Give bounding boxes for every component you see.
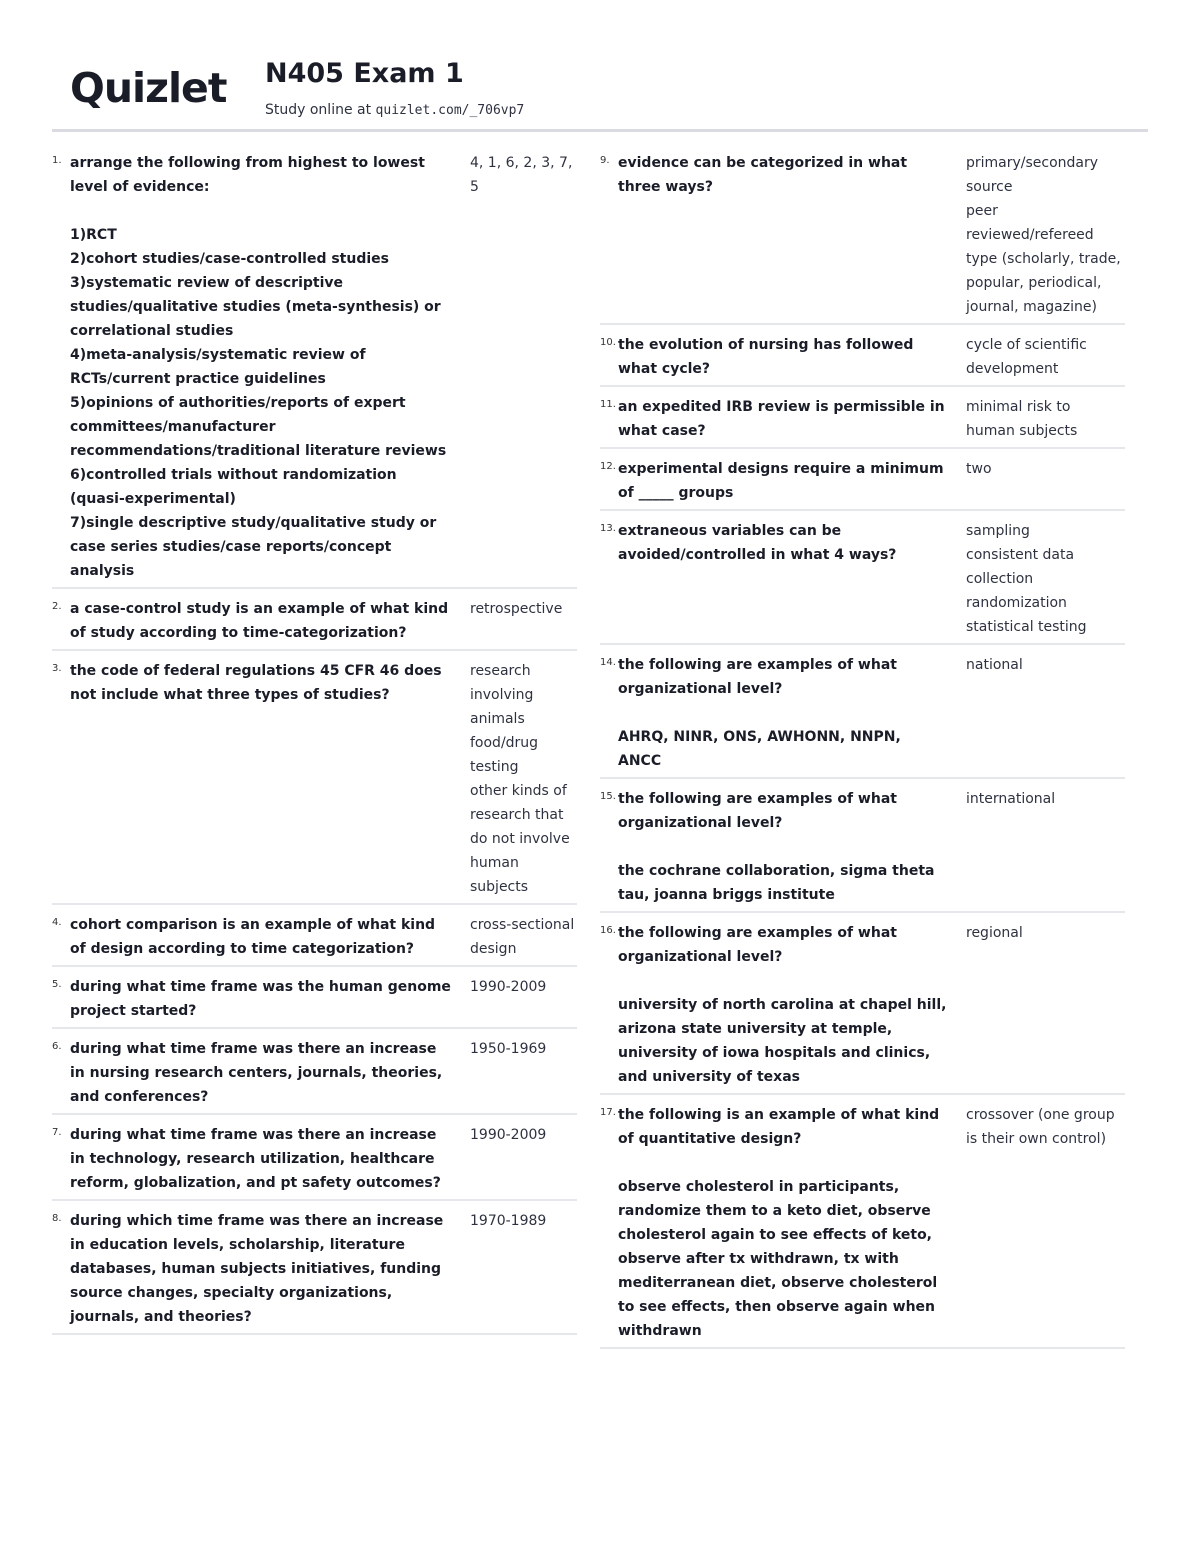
- card-term: the following are examples of what organizational level? the cochrane collaboration, sigma theta tau, joanna briggs institute: [618, 791, 935, 903]
- left-column: [52, 150, 577, 1342]
- flashcard-row: [52, 974, 577, 1029]
- card-definition: sampling consistent data collection randomization statistical testing: [966, 523, 1087, 635]
- card-term: during what time frame was the human genome project started?: [70, 979, 451, 1019]
- card-definition: 4, 1, 6, 2, 3, 7, 5: [470, 155, 573, 195]
- card-definition: 1990-2009: [470, 979, 547, 995]
- card-term: during which time frame was there an increase in education levels, scholarship, literature databases, human subjects initiatives, funding source changes, specialty organizations, journals, and theories?: [70, 1213, 444, 1325]
- card-number: 6.: [52, 1041, 62, 1052]
- card-number: 10.: [600, 337, 616, 348]
- set-title: N405 Exam 1: [265, 58, 464, 89]
- flashcard-row: [52, 912, 577, 967]
- card-term: a case-control study is an example of what kind of study according to time-categorization?: [70, 601, 449, 641]
- card-number: 12.: [600, 461, 616, 472]
- card-number: 8.: [52, 1213, 62, 1224]
- card-definition: cross-sectional design: [470, 917, 575, 957]
- flashcard-row: [600, 394, 1125, 449]
- card-definition: international: [966, 791, 1056, 807]
- flashcard-row: [52, 596, 577, 651]
- card-number: 15.: [600, 791, 616, 802]
- card-term: extraneous variables can be avoided/controlled in what 4 ways?: [618, 523, 897, 563]
- flashcard-row: [52, 1036, 577, 1115]
- study-online-line: [265, 102, 524, 118]
- study-url-link[interactable]: quizlet.com/_706vp7: [375, 103, 525, 118]
- card-definition: national: [966, 657, 1023, 673]
- card-number: 17.: [600, 1107, 616, 1118]
- card-term: evidence can be categorized in what three ways?: [618, 155, 908, 195]
- card-term: the evolution of nursing has followed what cycle?: [618, 337, 914, 377]
- flashcard-row: [52, 150, 577, 589]
- card-term: experimental designs require a minimum of _____ groups: [618, 461, 944, 501]
- card-number: 11.: [600, 399, 616, 410]
- flashcard-row: [600, 518, 1125, 645]
- flashcard-row: [52, 1208, 577, 1335]
- card-definition: two: [966, 461, 992, 477]
- flashcard-row: [600, 150, 1125, 325]
- flashcard-row: [600, 456, 1125, 511]
- card-number: 7.: [52, 1127, 62, 1138]
- card-number: 1.: [52, 155, 62, 166]
- card-number: 3.: [52, 663, 62, 674]
- flashcard-row: [52, 1122, 577, 1201]
- card-term: an expedited IRB review is permissible in what case?: [618, 399, 945, 439]
- card-number: 4.: [52, 917, 62, 928]
- card-number: 16.: [600, 925, 616, 936]
- card-number: 2.: [52, 601, 62, 612]
- card-number: 9.: [600, 155, 610, 166]
- card-term: the following are examples of what organizational level? AHRQ, NINR, ONS, AWHONN, NNPN, ANCC: [618, 657, 901, 769]
- flashcard-row: [600, 920, 1125, 1095]
- header-divider: [52, 129, 1148, 132]
- right-column: [600, 150, 1125, 1356]
- card-term: during what time frame was there an increase in nursing research centers, journals, theories, and conferences?: [70, 1041, 443, 1105]
- card-term: during what time frame was there an increase in technology, research utilization, healthcare reform, globalization, and pt safety outcomes?: [70, 1127, 441, 1191]
- card-definition: 1990-2009: [470, 1127, 547, 1143]
- flashcard-row: [600, 332, 1125, 387]
- card-definition: crossover (one group is their own control): [966, 1107, 1115, 1147]
- card-number: 14.: [600, 657, 616, 668]
- card-number: 5.: [52, 979, 62, 990]
- page-header: [0, 0, 1200, 140]
- flashcard-row: [600, 652, 1125, 779]
- card-term: the following is an example of what kind of quantitative design? observe cholesterol in participants, randomize them to a keto diet, observe cholesterol again to see effects of keto, observe after tx withdrawn, tx with mediterranean diet, observe cholesterol to see effects, then observe again when withdrawn: [618, 1107, 940, 1339]
- card-number: 13.: [600, 523, 616, 534]
- card-term: cohort comparison is an example of what kind of design according to time categorization?: [70, 917, 436, 957]
- card-definition: retrospective: [470, 601, 563, 617]
- card-term: the following are examples of what organizational level? university of north carolina at chapel hill, arizona state university at temple, university of iowa hospitals and clinics, and university of texas: [618, 925, 947, 1085]
- flashcard-row: [52, 658, 577, 905]
- card-term: arrange the following from highest to lowest level of evidence: 1)RCT 2)cohort studies/case-controlled studies 3)systematic review of descriptive studies/qualitative studies (meta-synthesis) or correlational studies 4)meta-analysis/systematic review of RCTs/current practice guidelines 5)opinions of authorities/reports of expert committees/manufacturer recommendations/traditional literature reviews 6)controlled trials without randomization (quasi-experimental) 7)single descriptive study/qualitative study or case series studies/case reports/concept analysis: [70, 155, 447, 579]
- card-term: the code of federal regulations 45 CFR 46 does not include what three types of studies?: [70, 663, 442, 703]
- quizlet-logo[interactable]: Quizlet: [70, 64, 227, 112]
- subtitle-prefix: Study online at: [265, 102, 376, 118]
- card-definition: 1950-1969: [470, 1041, 547, 1057]
- card-definition: cycle of scientific development: [966, 337, 1087, 377]
- card-definition: 1970-1989: [470, 1213, 547, 1229]
- card-definition: research involving animals food/drug testing other kinds of research that do not involve human subjects: [470, 663, 570, 895]
- card-definition: minimal risk to human subjects: [966, 399, 1078, 439]
- card-definition: primary/secondary source peer reviewed/refereed type (scholarly, trade, popular, periodical, journal, magazine): [966, 155, 1121, 315]
- flashcard-row: [600, 1102, 1125, 1349]
- card-definition: regional: [966, 925, 1023, 941]
- flashcard-row: [600, 786, 1125, 913]
